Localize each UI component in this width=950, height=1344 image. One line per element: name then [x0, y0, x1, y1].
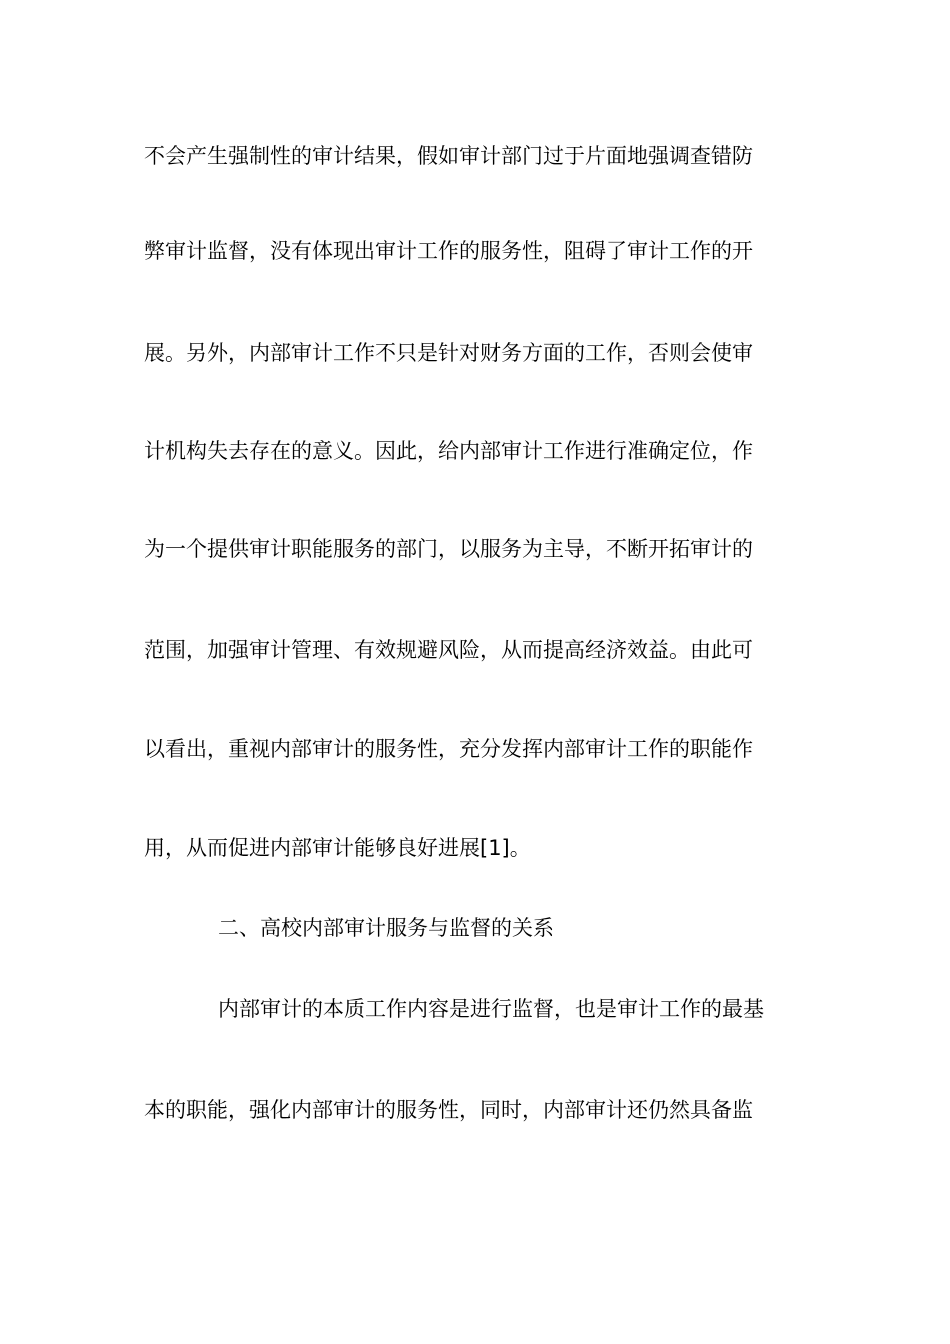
- paragraph-line: 为一个提供审计职能服务的部门，以服务为主导，不断开拓审计的: [144, 537, 753, 561]
- paragraph-line: 计机构失去存在的意义。因此，给内部审计工作进行准确定位，作: [144, 439, 753, 463]
- paragraph-line: 本的职能，强化内部审计的服务性，同时，内部审计还仍然具备监: [144, 1098, 753, 1122]
- section-heading: 二、高校内部审计服务与监督的关系: [218, 916, 554, 940]
- paragraph-line: 展。另外，内部审计工作不只是针对财务方面的工作，否则会使审: [144, 341, 753, 365]
- paragraph-line: 内部审计的本质工作内容是进行监督，也是审计工作的最基: [218, 997, 764, 1021]
- paragraph-line: 不会产生强制性的审计结果，假如审计部门过于片面地强调查错防: [144, 144, 753, 168]
- paragraph-line: 用，从而促进内部审计能够良好进展[1]。: [144, 836, 531, 860]
- paragraph-line: 以看出，重视内部审计的服务性，充分发挥内部审计工作的职能作: [144, 737, 753, 761]
- paragraph-line: 范围，加强审计管理、有效规避风险，从而提高经济效益。由此可: [144, 638, 753, 662]
- paragraph-line: 弊审计监督，没有体现出审计工作的服务性，阻碍了审计工作的开: [144, 239, 753, 263]
